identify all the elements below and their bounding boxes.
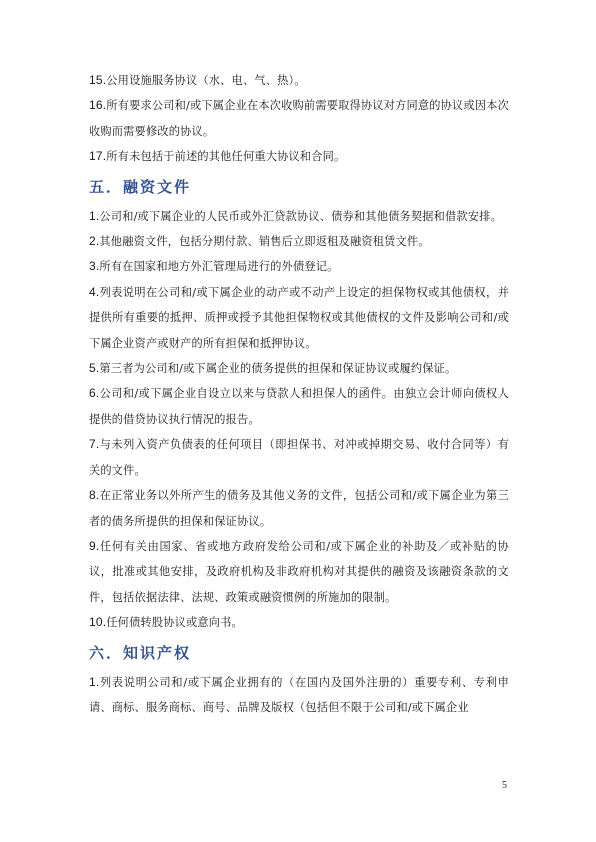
item-number: 1. xyxy=(89,208,100,223)
list-item xyxy=(89,204,509,229)
item-text: 与未列入资产负债表的任何项目（即担保书、对冲或掉期交易、收付合同等）有关的文件。 xyxy=(89,438,509,477)
item-number: 6. xyxy=(89,386,100,401)
list-item xyxy=(89,229,509,254)
item-text: 公司和/或下属企业的人民币或外汇贷款协议、债券和其他债务契据和借款安排。 xyxy=(99,209,502,223)
item-text: 任何有关由国家、省或地方政府发给公司和/或下属企业的补助及／或补贴的协议，批准或其他安排，及政府机构及非政府机构对其提供的融资及该融资条款的文件，包括依据法律、法规、政策或融资惯例的所施加的限制。 xyxy=(89,539,509,604)
list-item xyxy=(89,254,509,279)
item-text: 列表说明在公司和/或下属企业的动产或不动产上设定的担保物权或其他债权，并提供所有重要的抵押、质押或授予其他担保物权或其他债权的文件及影响公司和/或下属企业资产或财产的所有担保和抵押协议。 xyxy=(89,285,509,350)
list-item xyxy=(89,432,509,483)
item-number: 7. xyxy=(89,437,100,452)
page-number: 5 xyxy=(502,780,507,791)
item-number: 9. xyxy=(89,538,100,553)
item-text: 其他融资文件，包括分期付款、销售后立即返租及融资租赁文件。 xyxy=(99,235,430,249)
section-heading-ip: 六．知识产权 xyxy=(89,643,192,662)
item-number: 1. xyxy=(89,674,100,689)
page-content xyxy=(89,68,509,720)
item-number: 15. xyxy=(89,73,107,87)
item-number: 3. xyxy=(89,259,100,274)
list-item xyxy=(89,670,509,721)
list-item xyxy=(89,144,509,169)
list-item xyxy=(89,381,509,432)
list-item xyxy=(89,483,509,534)
item-number: 16. xyxy=(89,98,107,113)
item-text: 公司和/或下属企业自设立以来与贷款人和担保人的函件。由独立会计师向债权人提供的借贷协议执行情况的报告。 xyxy=(89,387,509,426)
item-number: 8. xyxy=(89,488,100,503)
item-number: 17. xyxy=(89,149,107,164)
item-text: 所有在国家和地方外汇管理局进行的外债登记。 xyxy=(99,260,339,274)
item-text: 所有要求公司和/或下属企业在本次收购前需要取得协议对方同意的协议或因本次收购而需要修改的协议。 xyxy=(89,99,509,138)
list-item xyxy=(89,93,509,144)
item-text: 所有未包括于前述的其他任何重大协议和合同。 xyxy=(106,150,346,164)
item-number: 4. xyxy=(89,284,100,299)
item-number: 10. xyxy=(89,615,107,630)
list-item xyxy=(89,534,509,610)
item-text: 公用设施服务协议（水、电、气、热）。 xyxy=(106,74,306,87)
item-number: 2. xyxy=(89,234,100,249)
list-item xyxy=(89,610,509,635)
list-item xyxy=(89,68,509,93)
item-text: 任何债转股协议或意向书。 xyxy=(106,616,243,630)
section-heading-financing: 五．融资文件 xyxy=(89,177,192,196)
item-number: 5. xyxy=(89,361,100,376)
item-text: 列表说明公司和/或下属企业拥有的（在国内及国外注册的）重要专利、专利申请、商标、服务商标、商号、品牌及版权（包括但不限于公司和/或下属企业 xyxy=(89,675,509,714)
item-text: 在正常业务以外所产生的债务及其他义务的文件，包括公司和/或下属企业为第三者的债务所提供的担保和保证协议。 xyxy=(89,489,509,528)
list-item xyxy=(89,280,509,356)
list-item xyxy=(89,356,509,381)
item-text: 第三者为公司和/或下属企业的债务提供的担保和保证协议或履约保证。 xyxy=(99,362,457,376)
